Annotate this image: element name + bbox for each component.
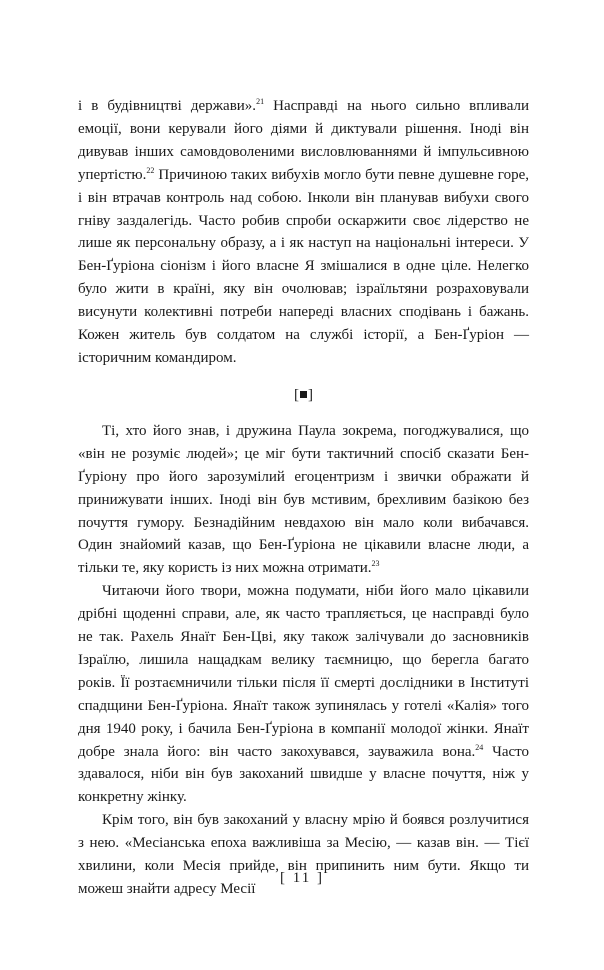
page-number-value: 11 xyxy=(292,870,312,886)
paragraph-3 xyxy=(78,580,529,809)
paragraph-1-text-c: Причиною таких вибухів могло бути певне душевне горе, і він втрачав контроль над собою. Інколи він планував вибухи свого гніву заздалегідь. Часто робив спроби оскаржити своє лідерство не лише як персональну образу, а і як наступ на національні інтереси. У Бен-Ґуріона сіонізм і його власне Я змішалися в одне ціле. Нелегко було жити в країні, яку він очолював; ізраїльтяни розраховували висунути колективні потреби напереді власних сподівань і бажань. Кожен житель був солдатом на службі історії, а Бен-Ґуріон — історичним командиром. xyxy=(78,166,529,366)
separator-mark xyxy=(294,384,313,406)
paragraph-4-text-a: Крім того, він був закоханий у власну мрію й боявся розлучитися з нею. «Месіанська епоха важливіша за Месію, — казав він. — Тієї хвилини, коли Месія прийде, він припинить ним бути. Якщо ти можеш знайти адресу Месії xyxy=(78,812,529,897)
separator-right-bracket: ] xyxy=(308,386,313,403)
paragraph-1-text-b: Насправді на нього сильно впливали емоції, вони керували його діями й диктували рішення. Іноді він дивував інших самовдоволеними висловлюваннями й імпульсивною упертістю. xyxy=(78,98,529,183)
footnote-ref-21: 21 xyxy=(256,97,265,106)
separator-square-icon xyxy=(300,391,307,398)
page-number-right-bracket: ] xyxy=(316,870,324,886)
paragraph-4 xyxy=(78,809,529,901)
paragraph-1 xyxy=(78,95,529,370)
page-number xyxy=(0,870,604,887)
footnote-ref-24: 24 xyxy=(475,742,484,752)
page-number-left-bracket: [ xyxy=(280,870,288,886)
section-separator xyxy=(78,384,529,406)
paragraph-3-text-a: Читаючи його твори, можна подумати, ніби його мало цікавили дрібні щоденні справи, але, як часто трапляється, це насправді було не так. Рахель Янаїт Бен-Цві, яку також залічували до засновників Ізраїлю, лишила нащадкам велику таємницю, що берегла багато років. Її розтаємничили тільки після її смерті дослідники в Інституті спадщини Бен-Ґуріона. Янаїт також зупинялась у готелі «Калія» того дня 1940 року, і бачила Бен-Ґуріона в компанії молодої жінки. Янаїт добре знала його: він часто закохувався, зауважила вона. xyxy=(78,583,529,760)
paragraph-1-text-a: і в будівництві держави». xyxy=(78,98,257,114)
paragraph-2-text-a: Ті, хто його знав, і дружина Паула зокрема, погоджувалися, що «він не розуміє людей»; це міг бути тактичний спосіб сказати Бен-Ґуріону про його зарозумілий егоцентризм і звички ображати й принижувати інших. Іноді він був мстивим, брехливим базікою без почуття гумору. Безнадійним невдахою він мало коли вибачався. Один знайомий казав, що Бен-Ґуріона не цікавили власне люди, а тільки те, яку користь із них можна отримати. xyxy=(78,422,529,577)
footnote-ref-23: 23 xyxy=(371,559,380,569)
separator-left-bracket: [ xyxy=(294,386,299,403)
footnote-ref-22: 22 xyxy=(146,165,155,175)
paragraph-2 xyxy=(78,420,529,580)
paragraph-3-text-b: Часто здавалося, ніби він був закоханий швидше у власне почуття, ніж у конкретну жінку. xyxy=(78,743,529,806)
page-body xyxy=(78,95,529,901)
